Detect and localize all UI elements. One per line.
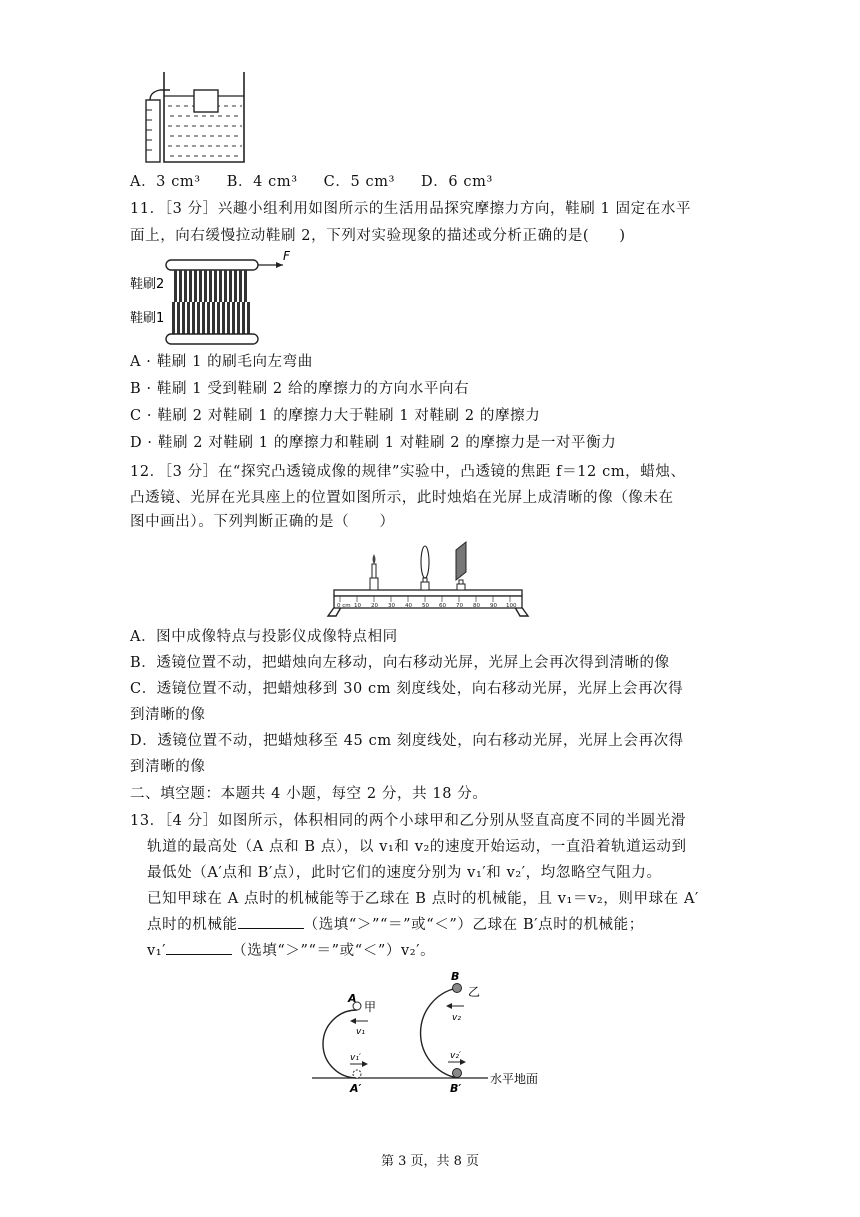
ruler-label-70: 70 [456,603,463,609]
ground-label: 水平地面 [490,1072,539,1086]
q11-shoe-brush-figure [128,250,298,346]
q12-option-a[interactable]: A．图中成像特点与投影仪成像特点相同 [130,629,398,645]
q11-stem-line1: 11．［3 分］兴趣小组利用如图所示的生活用品探究摩擦力方向，鞋刷 1 固定在水平 [130,201,692,217]
q13-stem-line3: 最低处（A′点和 B′点），此时它们的速度分别为 v₁′和 v₂′，均忽略空气阻力。 [147,865,662,881]
q11-option-d[interactable]: D · 鞋刷 2 对鞋刷 1 的摩擦力和鞋刷 1 对鞋刷 2 的摩擦力是一对平衡力 [130,435,617,451]
brush2-label: 鞋刷2 [130,277,165,292]
q13-line6-prefix: v₁′ [147,943,167,959]
q10-choice-a[interactable]: A．3 cm³ [130,174,201,190]
ruler-label-80: 80 [473,603,480,609]
q10-choice-b[interactable]: B．4 cm³ [226,174,298,190]
point-a-label: A [348,992,357,1005]
q11-option-c[interactable]: C · 鞋刷 2 对鞋刷 1 的摩擦力大于鞋刷 1 对鞋刷 2 的摩擦力 [130,408,541,424]
ball-yi-label: 乙 [468,985,481,999]
q13-stem-line4: 已知甲球在 A 点时的机械能等于乙球在 B 点时的机械能，且 v₁＝v₂，则甲球在 A′ [147,891,699,907]
q12-optical-bench-figure [322,540,534,620]
ruler-label-0: 0 cm [337,603,351,609]
q13-line5-suffix: （选填“＞”“＝”或“＜”）乙球在 B′点时的机械能； [303,917,644,933]
q10-choices [130,172,493,192]
ruler-label-40: 40 [405,603,412,609]
point-b-label: B [451,970,460,983]
q13-line5-prefix: 点时的机械能 [147,917,238,933]
force-label: F [283,250,290,263]
page-footer: 第 3 页，共 8 页 [380,1154,480,1169]
q10-choice-d[interactable]: D．6 cm³ [421,174,493,190]
light-screen-icon [456,542,466,590]
q12-option-b[interactable]: B．透镜位置不动，把蜡烛向左移动，向右移动光屏，光屏上会再次得到清晰的像 [130,655,670,671]
q13-stem-line2: 轨道的最高处（A 点和 B 点），以 v₁和 v₂的速度开始运动，一直沿着轨道运动到 [147,839,687,855]
q12-option-c-line1[interactable]: C．透镜位置不动，把蜡烛移到 30 cm 刻度线处，向右移动光屏，光屏上会再次得 [130,681,684,697]
q12-stem-line1: 12．［3 分］在“探究凸透镜成像的规律”实验中，凸透镜的焦距 f＝12 cm，蜡烛、 [130,464,686,480]
ruler-label-50: 50 [422,603,429,609]
convex-lens-icon [421,546,429,590]
v2-prime-label: v₂′ [450,1051,461,1061]
candle-icon [370,554,378,590]
ruler-label-30: 30 [388,603,395,609]
v1-label: v₁ [356,1027,365,1037]
ruler-label-10: 10 [354,603,361,609]
q13-stem-line6 [147,941,435,961]
q11-option-b[interactable]: B · 鞋刷 1 受到鞋刷 2 给的摩擦力的方向水平向右 [130,381,470,397]
ball-jia-label: 甲 [364,1000,377,1014]
q13-stem-line5 [147,915,644,935]
point-a-prime-label: A′ [350,1082,362,1095]
point-b-prime-label: B′ [450,1082,462,1095]
q12-option-d-line2: 到清晰的像 [130,759,206,775]
section-2-heading: 二、填空题：本题共 4 小题，每空 2 分，共 18 分。 [130,786,488,802]
ruler-label-60: 60 [439,603,446,609]
q10-choice-c[interactable]: C．5 cm³ [323,174,395,190]
ruler-label-100: 100 [506,603,517,609]
ruler-label-90: 90 [490,603,497,609]
q12-stem-line2: 凸透镜、光屏在光具座上的位置如图所示，此时烛焰在光屏上成清晰的像（像未在 [130,490,674,506]
q12-option-d-line1[interactable]: D．透镜位置不动，把蜡烛移至 45 cm 刻度线处，向右移动光屏，光屏上会再次得 [130,733,684,749]
ruler-label-20: 20 [371,603,378,609]
q11-stem-line2: 面上，向右缓慢拉动鞋刷 2，下列对实验现象的描述或分析正确的是( ) [130,228,626,244]
q13-answer-blank-2[interactable] [166,941,232,955]
q11-option-a[interactable]: A · 鞋刷 1 的刷毛向左弯曲 [130,354,313,370]
q12-option-c-line2: 到清晰的像 [130,707,206,723]
q12-stem-line3: 图中画出）。下列判断正确的是（ ） [130,514,395,530]
q10-beaker-figure [130,70,250,166]
q13-stem-line1: 13．［4 分］如图所示，体积相同的两个小球甲和乙分别从竖直高度不同的半圆光滑 [130,813,686,829]
v1-prime-label: v₁′ [350,1053,361,1063]
brush1-label: 鞋刷1 [130,311,165,326]
q13-line6-suffix: （选填“＞”“＝”或“＜”）v₂′。 [232,943,436,959]
v2-label: v₂ [452,1013,461,1023]
q13-answer-blank-1[interactable] [238,915,304,929]
q13-semicircle-track-figure [310,966,550,1100]
